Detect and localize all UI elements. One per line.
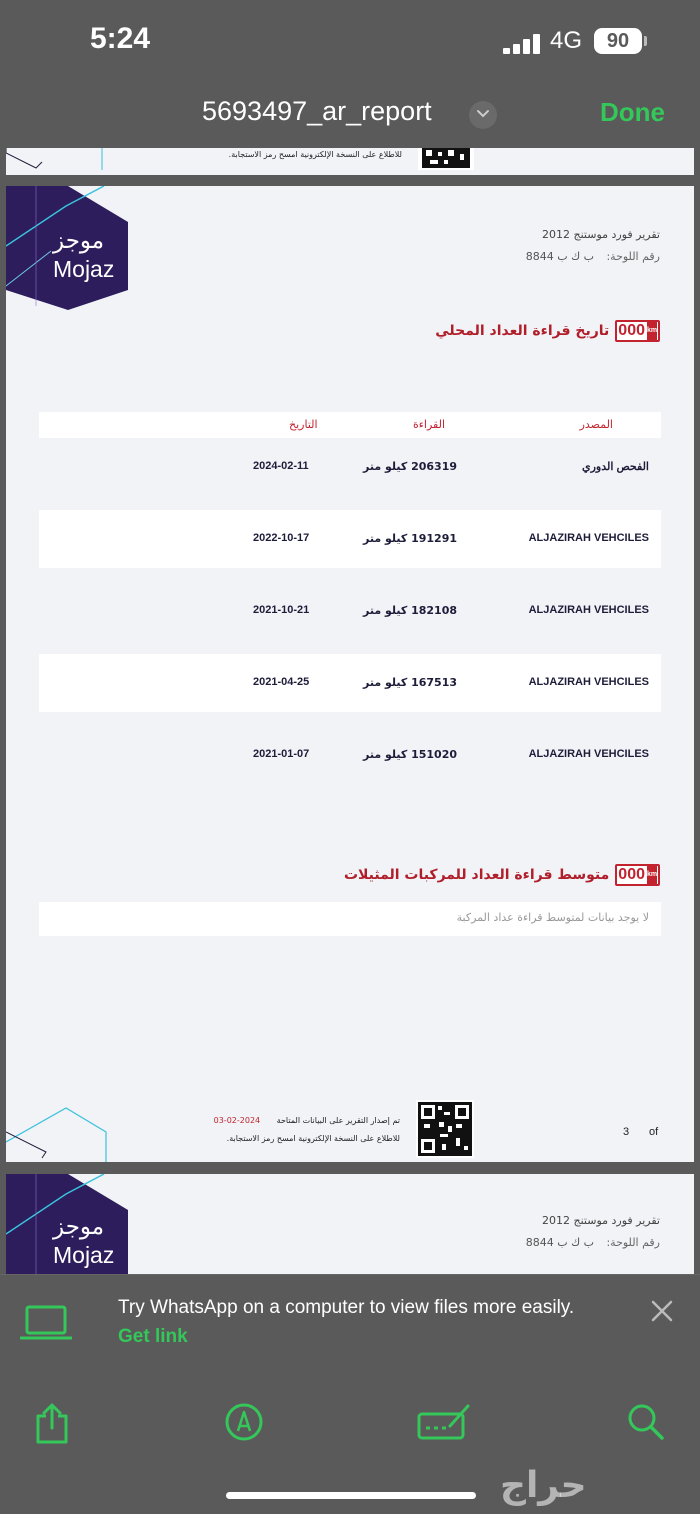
page-of: of: [649, 1126, 659, 1138]
whatsapp-banner: [0, 1274, 700, 1380]
odometer-icon: 000 km: [615, 864, 660, 886]
share-icon[interactable]: [34, 1402, 70, 1450]
close-icon[interactable]: [650, 1299, 674, 1327]
mojaz-logo: [6, 1174, 136, 1274]
odometer-icon: 000 km: [615, 320, 660, 342]
page-number: 3: [623, 1126, 630, 1138]
table-row: [39, 510, 661, 568]
average-readings-header: [344, 864, 660, 886]
logo-text-en: Mojaz: [53, 256, 115, 282]
bottom-toolbar: [0, 1380, 700, 1514]
table-row: [39, 582, 661, 640]
battery-tip: [644, 36, 647, 46]
readings-table-header: [39, 412, 661, 438]
column-reading: القراءة: [413, 418, 446, 431]
row-source: ALJAZIRAH VEHCILES: [528, 604, 649, 616]
plate-value: ب ك ب 8844: [525, 250, 594, 263]
title-bar: [0, 84, 700, 148]
plate-label: رقم اللوحة:: [606, 250, 660, 263]
next-page: [6, 1174, 694, 1274]
local-readings-title: تاريخ قراءة العداد المحلي: [435, 323, 610, 339]
local-readings-header: [435, 320, 660, 342]
mojaz-logo: [6, 186, 136, 320]
row-source: ALJAZIRAH VEHCILES: [528, 532, 649, 544]
row-source: ALJAZIRAH VEHCILES: [528, 748, 649, 760]
plate-label: رقم اللوحة:: [606, 1236, 660, 1249]
banner-text: Try WhatsApp on a computer to view files more easily.: [118, 1297, 575, 1318]
row-date: 2021-01-07: [253, 748, 310, 760]
haraj-watermark: حراج: [500, 1465, 587, 1506]
markup-icon[interactable]: [224, 1402, 264, 1446]
table-row: [39, 654, 661, 712]
row-reading: 151020 كيلو متر: [363, 748, 458, 761]
table-row: [39, 726, 661, 784]
average-readings-title: متوسط قراءة العداد للمركبات المثيلات: [343, 867, 610, 883]
row-reading: 167513 كيلو متر: [363, 676, 458, 689]
row-reading: 182108 كيلو متر: [363, 604, 458, 617]
column-source: المصدر: [579, 418, 613, 431]
status-bar: [0, 0, 700, 84]
row-reading: 191291 كيلو متر: [363, 532, 458, 545]
scan-note: للاطلاع على النسخة الإلكترونية امسح رمز الاستجابة.: [226, 1134, 400, 1143]
battery-icon: 90: [594, 28, 642, 54]
row-date: 2022-10-17: [253, 532, 310, 544]
qr-code: [416, 1100, 474, 1158]
row-reading: 206319 كيلو متر: [363, 460, 458, 473]
column-date: التاريخ: [289, 418, 318, 431]
plate-value: ب ك ب 8844: [525, 1236, 594, 1249]
page-decoration: [6, 1102, 116, 1162]
get-link-button[interactable]: Get link: [118, 1326, 188, 1347]
document-viewer[interactable]: [0, 148, 700, 1274]
table-row: [39, 438, 661, 496]
issued-date: 2024-02-03: [213, 1116, 261, 1125]
laptop-icon: [20, 1305, 72, 1345]
logo-text-ar: موجز: [53, 228, 105, 254]
search-icon[interactable]: [626, 1402, 666, 1446]
row-date: 2024-02-11: [253, 460, 309, 472]
status-time: 5:24: [90, 22, 151, 55]
logo-text-en: Mojaz: [53, 1242, 115, 1268]
signature-icon[interactable]: [416, 1402, 472, 1446]
qr-code: [418, 148, 474, 170]
signal-icon: [503, 34, 541, 54]
no-data-text: لا يوجد بيانات لمتوسط قراءة عداد المركبة: [456, 911, 649, 924]
row-source: الفحص الدوري: [581, 461, 649, 473]
report-title: تقرير فورد موستنج 2012: [542, 228, 660, 241]
previous-page: [6, 148, 694, 175]
logo-text-ar: موجز: [53, 1214, 105, 1240]
document-title[interactable]: 5693497_ar_report: [202, 96, 432, 126]
chevron-down-icon[interactable]: [469, 101, 497, 129]
issued-label: تم إصدار التقرير على البيانات المتاحة 2024-02-03: [213, 1116, 400, 1125]
scan-note: للاطلاع على النسخة الإلكترونية امسح رمز الاستجابة.: [228, 150, 402, 159]
report-page: [6, 186, 694, 1162]
report-title: تقرير فورد موستنج 2012: [542, 1214, 660, 1227]
page-decoration: [6, 148, 126, 175]
network-type: 4G: [550, 27, 583, 54]
row-date: 2021-04-25: [253, 676, 310, 688]
done-button[interactable]: Done: [600, 97, 665, 127]
home-indicator: [226, 1492, 476, 1499]
no-data-box: [39, 902, 661, 936]
row-date: 2021-10-21: [253, 604, 310, 616]
row-source: ALJAZIRAH VEHCILES: [528, 676, 649, 688]
